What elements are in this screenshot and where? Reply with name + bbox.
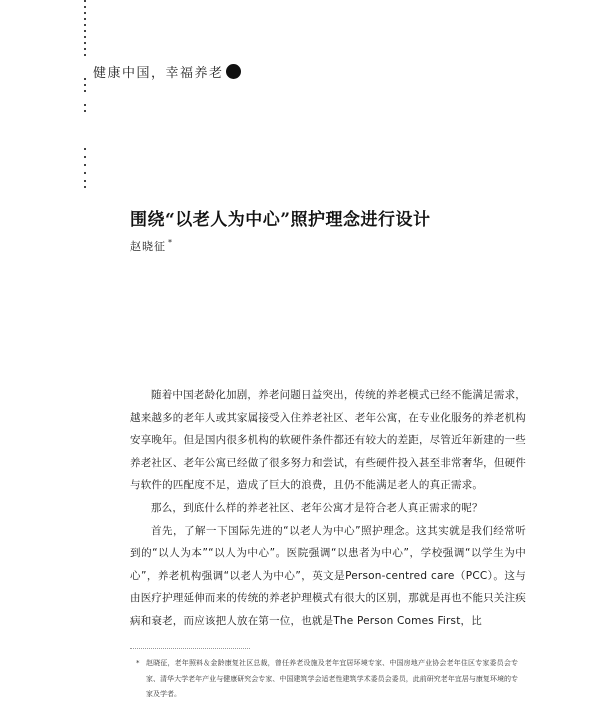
- margin-dotted-rule: [84, 0, 86, 200]
- margin-dot: [84, 78, 86, 80]
- article-body: [130, 384, 526, 633]
- margin-dot: [84, 48, 86, 50]
- margin-dot: [84, 156, 86, 158]
- margin-dot: [84, 180, 86, 182]
- footnote-separator: [130, 648, 250, 649]
- author-footnote-mark: *: [168, 238, 173, 247]
- running-head: [93, 62, 241, 81]
- article-title: 围绕“以老人为中心”照护理念进行设计: [130, 210, 431, 230]
- footnote: [136, 656, 518, 703]
- margin-dot: [84, 84, 86, 86]
- margin-dot: [84, 36, 86, 38]
- body-paragraph: 那么，到底什么样的养老社区、老年公寓才是符合老人真正需求的呢？: [151, 501, 483, 514]
- footnote-mark: *: [136, 659, 140, 667]
- margin-dot: [84, 6, 86, 8]
- margin-dot: [84, 104, 86, 106]
- author-name: 赵晓征: [130, 240, 166, 253]
- margin-dot: [84, 12, 86, 14]
- running-head-text: 健康中国，幸福养老: [93, 66, 224, 81]
- margin-dot: [84, 42, 86, 44]
- margin-dot: [84, 172, 86, 174]
- body-paragraph: 随着中国老龄化加剧，养老问题日益突出，传统的养老模式已经不能满足需求，越来越多的老年人或其家属接受入住养老社区、老年公寓，在专业化服务的养老机构安享晚年。但是国内很多机构的软硬件条件都还有较大的差距，尽管近年新建的一些养老社区、老年公寓已经做了很多努力和尝试，有些硬件投入甚至非常奢华，但硬件与软件的匹配度不足，造成了巨大的浪费，且仍不能满足老人的真正需求。: [130, 389, 526, 492]
- margin-dot: [84, 30, 86, 32]
- footnote-text: 赵晓征，老年照料＆金龄康复社区总裁，曾任养老设施及老年宜居环境专家、中国房地产业协会老年住区专家委员会专家、清华大学老年产业与健康研究会专家、中国建筑学会适老性建筑学术委员会委员，此前研究老年宜居与康复环境的专家及学者。: [146, 659, 518, 698]
- margin-dot: [84, 0, 86, 2]
- margin-dot: [84, 90, 86, 92]
- margin-dot: [84, 110, 86, 112]
- margin-dot: [84, 148, 86, 150]
- margin-dot: [84, 164, 86, 166]
- margin-dot: [84, 24, 86, 26]
- margin-dot: [84, 186, 86, 188]
- body-paragraph: 首先，了解一下国际先进的“以老人为中心”照护理念。这其实就是我们经常听到的“以人为本”“以人为中心”。医院强调“以患者为中心”，学校强调“以学生为中心”，养老机构强调“以老人为中心”，英文是Person-centred care（PCC）。这与由医疗护理延伸而来的传统的养老护理模式有很大的区别，那就是再也不能只关注疾病和衰老，而应该把人放在第一位，也就是The Person Comes First，比: [130, 524, 526, 627]
- margin-dot: [84, 54, 86, 56]
- article-author: [130, 238, 173, 254]
- bullet-circle-icon: [226, 64, 241, 79]
- margin-dot: [84, 18, 86, 20]
